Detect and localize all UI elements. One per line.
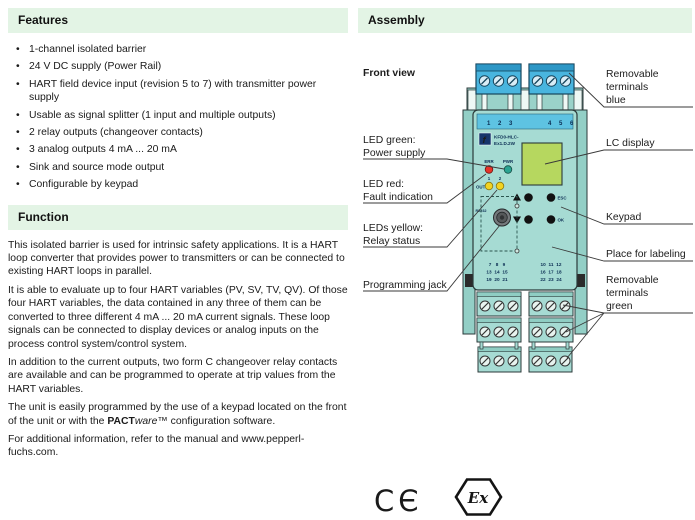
green-led bbox=[504, 166, 512, 174]
feature-text: 3 analog outputs 4 mA ... 20 mA bbox=[29, 144, 177, 156]
bullet-icon: • bbox=[16, 78, 20, 90]
led-red-label-2: Fault indication bbox=[363, 192, 433, 203]
function-header bbox=[8, 205, 348, 230]
left-column bbox=[8, 8, 348, 465]
top-numbers-left: 1 2 3 bbox=[487, 121, 513, 127]
feature-item bbox=[16, 178, 348, 191]
bullet-icon: • bbox=[16, 44, 20, 55]
terminals-blue-label-3: blue bbox=[606, 95, 626, 106]
device-drawing bbox=[463, 64, 587, 372]
feature-item bbox=[16, 78, 348, 105]
model-line-2: Ex1.D.2W bbox=[494, 141, 515, 146]
ok-label: OK bbox=[557, 217, 565, 223]
out2-label: 2 bbox=[498, 176, 502, 181]
err-led-label: ERR bbox=[484, 159, 494, 164]
keypad-label: Keypad bbox=[606, 212, 642, 223]
feature-text: 24 V DC supply (Power Rail) bbox=[29, 61, 162, 73]
led-red-label-1: LED red: bbox=[363, 179, 405, 190]
terminals-blue-label-1: Removable bbox=[606, 69, 659, 80]
function-paragraph-5: For additional information, refer to the manual and www.pepperl-fuchs.com. bbox=[8, 433, 305, 459]
out1-label: 1 bbox=[487, 176, 491, 181]
pwr-led-label: PWR bbox=[502, 159, 514, 164]
function-title: Function bbox=[18, 209, 69, 224]
front-view-label: Front view bbox=[363, 68, 415, 79]
feature-text: 1-channel isolated barrier bbox=[29, 44, 147, 55]
terminals-22-23-24: 22 23 24 bbox=[540, 277, 562, 282]
feature-text: Usable as signal splitter (1 input and multiple outputs) bbox=[29, 109, 276, 121]
yellow-led-1 bbox=[485, 182, 493, 190]
green-terminal-blocks bbox=[477, 292, 573, 372]
terminals-10-11-12: 10 11 12 bbox=[540, 262, 562, 267]
right-column bbox=[358, 8, 692, 33]
features-title: Features bbox=[18, 13, 69, 27]
out-label: OUT bbox=[476, 184, 486, 190]
jack-label: RS232 bbox=[475, 209, 487, 213]
labeling-pin-bottom bbox=[515, 249, 519, 253]
terminals-16-17-18: 16 17 18 bbox=[540, 269, 562, 275]
assembly-title: Assembly bbox=[368, 13, 425, 27]
programming-jack-label: Programming jack bbox=[363, 280, 447, 291]
logo-letter: f bbox=[482, 134, 486, 146]
lc-display bbox=[522, 143, 562, 185]
led-green-label-2: Power supply bbox=[363, 148, 426, 159]
yellow-led-2 bbox=[496, 182, 504, 190]
terminals-blue-label-2: terminals bbox=[606, 82, 649, 93]
up-button bbox=[524, 193, 533, 202]
feature-item bbox=[16, 143, 348, 156]
feature-item bbox=[16, 161, 348, 174]
bullet-icon: • bbox=[16, 127, 20, 139]
ex-mark bbox=[456, 480, 501, 515]
feature-text: Configurable by keypad bbox=[29, 179, 139, 191]
leds-yellow-label-2: Relay status bbox=[363, 236, 421, 247]
terminals-19-20-21: 19 20 21 bbox=[486, 277, 508, 282]
feature-text: HART field device input (revision 5 to 7) with transmitter power supply bbox=[29, 78, 317, 104]
feature-item bbox=[16, 109, 348, 122]
function-paragraph-2: It is able to evaluate up to four HART variables (PV, SV, TV, QV). Of those four HART variables, the data contained in any three of them can be converted to three different 4 mA ... 20 mA current signals. These loop signals can be connected to display devices or analog inputs on the process control system/control system. bbox=[8, 284, 348, 350]
terminals-7-8-9: 7 8 9 bbox=[488, 262, 506, 267]
terminals-green-label-2: terminals bbox=[606, 288, 649, 299]
feature-text: Sink and source mode output bbox=[29, 161, 165, 173]
feature-item bbox=[16, 126, 348, 139]
assembly-diagram bbox=[355, 40, 695, 520]
leds-yellow-label-1: LEDs yellow: bbox=[363, 223, 424, 234]
labeling-label: Place for labeling bbox=[606, 249, 686, 260]
led-green-label-1: LED green: bbox=[363, 135, 416, 146]
esc-button bbox=[547, 193, 556, 202]
bullet-icon: • bbox=[16, 109, 20, 121]
esc-label: ESC bbox=[557, 195, 567, 201]
jack-center bbox=[500, 215, 504, 219]
terminals-green-label-1: Removable bbox=[606, 275, 659, 286]
features-header bbox=[8, 8, 348, 33]
terminals-green-label-3: green bbox=[606, 301, 633, 312]
assembly-header bbox=[358, 8, 692, 33]
function-paragraph-3: In addition to the current outputs, two form C changeover relay contacts are available and can be programmed to operate at trip values from the HART variables. bbox=[8, 356, 338, 395]
bullet-icon: • bbox=[16, 144, 20, 156]
down-button bbox=[524, 215, 533, 224]
pactware-italic: ware bbox=[134, 415, 158, 427]
features-list bbox=[16, 43, 348, 192]
p4-text: The unit is easily programmed by the use of a keypad located on the front of the unit or with the bbox=[8, 402, 347, 427]
labeling-pin-top bbox=[515, 204, 519, 208]
bullet-icon: • bbox=[16, 61, 20, 73]
feature-item bbox=[16, 43, 348, 56]
pactware-bold: PACT bbox=[107, 415, 135, 427]
terminals-13-14-15: 13 14 15 bbox=[486, 269, 508, 275]
ce-mark: CЄ bbox=[374, 484, 423, 518]
feature-item bbox=[16, 60, 348, 73]
function-paragraph-1: This isolated barrier is used for intrinsic safety applications. It is a HART loop converter that provides power to transmitters or can be connected to existing HART loops in parallel. bbox=[8, 239, 345, 278]
ok-button bbox=[547, 215, 556, 224]
bullet-icon: • bbox=[16, 179, 20, 191]
top-numbers-right: 4 5 6 bbox=[548, 121, 574, 127]
model-line-1: KFD0-HLC- bbox=[494, 134, 519, 140]
lc-display-label: LC display bbox=[606, 138, 655, 149]
ex-mark-text: Ex bbox=[467, 489, 489, 507]
p4-text-after: ™ configuration software. bbox=[157, 415, 276, 427]
function-paragraph-4 bbox=[8, 401, 348, 428]
feature-text: 2 relay outputs (changeover contacts) bbox=[29, 127, 203, 139]
bullet-icon: • bbox=[16, 161, 20, 173]
